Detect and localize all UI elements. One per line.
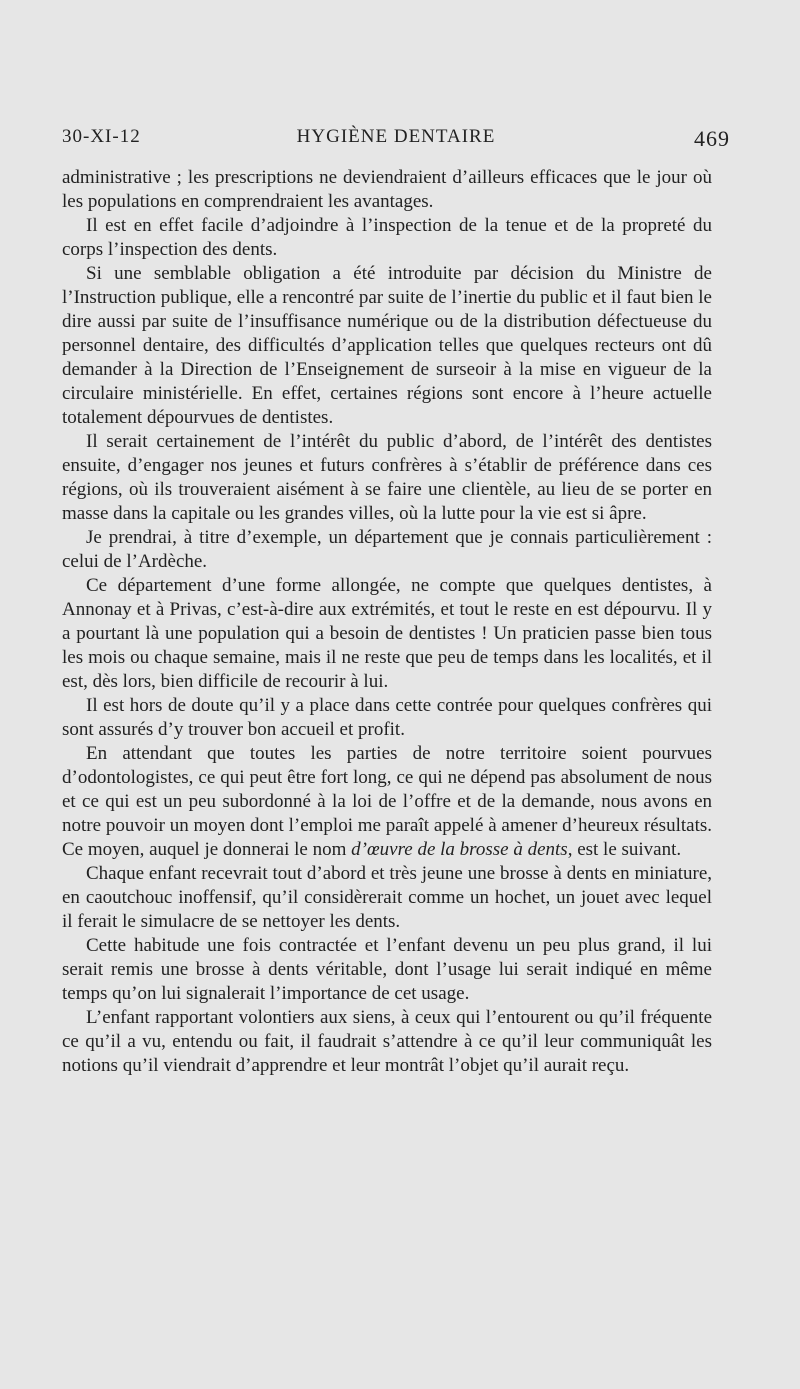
paragraph: Il est hors de doute qu’il y a place dans cette contrée pour quelques confrères qui sont assurés d’y trouver bon accueil et profit. [62, 695, 712, 740]
paragraph: Si une semblable obligation a été introduite par décision du Ministre de l’Instruction publique, elle a rencontré par suite de l’inertie du public et il faut bien le dire aussi par suite de l’insuffisance numérique ou de la distribution défectueuse du personnel dentaire, des difficultés d’application telles que quelques recteurs ont dû demander à la Direction de l’Enseignement de surseoir à la mise en vigueur de la circulaire ministérielle. En effet, certaines régions sont encore à l’heure actuelle totalement dépourvues de dentistes. [62, 263, 712, 428]
paragraph: Il serait certainement de l’intérêt du public d’abord, de l’intérêt des dentistes ensuite, d’engager nos jeunes et futurs confrères à s’établir de préférence dans ces régions, où ils trouveraient aisément à se faire une clientèle, au lieu de se porter en masse dans la capitale ou les grandes villes, où la lutte pour la vie est si âpre. [62, 431, 712, 524]
paragraph: Il est en effet facile d’adjoindre à l’inspection de la tenue et de la propreté du corps l’inspection des dents. [62, 215, 712, 260]
page-number: 469 [694, 126, 730, 151]
paragraph: administrative ; les prescriptions ne deviendraient d’ailleurs efficaces que le jour où les populations en comprendraient les avantages. [62, 167, 712, 212]
paragraph: L’enfant rapportant volontiers aux siens, à ceux qui l’entourent ou qu’il fréquente ce qu’il a vu, entendu ou fait, il faudrait s’attendre à ce qu’il leur communiquât les notions qu’il viendrait d’apprendre et leur montrât l’objet qu’il aurait reçu. [62, 1007, 712, 1076]
header-date: 30-XI-12 [62, 126, 141, 147]
paragraph-text: En attendant que toutes les parties de notre territoire soient pourvues d’odontologistes, ce qui peut être fort long, ce qui ne dépend pas absolument de nous et ce qui est un peu subordonné à la loi de l’offre et de la demande, nous avons en notre pouvoir un moyen dont l’emploi me paraît appelé à amener d’heureux résultats. Ce moyen, auquel je donnerai le nom [62, 743, 712, 860]
paragraph [62, 742, 712, 862]
header-title: HYGIÈNE DENTAIRE [296, 126, 496, 147]
paragraph-text: , est le suivant. [567, 839, 682, 860]
paragraph: Cette habitude une fois contractée et l’enfant devenu un peu plus grand, il lui serait remis une brosse à dents véritable, dont l’usage lui serait indiqué en même temps qu’on lui signalerait l’importance de cet usage. [62, 935, 712, 1004]
body-text [62, 166, 712, 1078]
italic-term: d’œuvre de la brosse à dents [351, 839, 568, 860]
paragraph: Ce département d’une forme allongée, ne compte que quelques dentistes, à Annonay et à Privas, c’est-à-dire aux extrémités, et tout le reste en est dépourvu. Il y a pourtant là une population qui a besoin de dentistes ! Un praticien passe bien tous les mois ou chaque semaine, mais il ne reste que peu de temps dans les localités, et il est, dès lors, bien difficile de recourir à lui. [62, 575, 712, 692]
paragraph: Je prendrai, à titre d’exemple, un département que je connais particulièrement : celui de l’Ardèche. [62, 527, 712, 572]
paragraph: Chaque enfant recevrait tout d’abord et très jeune une brosse à dents en miniature, en caoutchouc inoffensif, qu’il considèrerait comme un hochet, un jouet avec lequel il ferait le simulacre de se nettoyer les dents. [62, 863, 712, 932]
running-header [62, 126, 730, 154]
